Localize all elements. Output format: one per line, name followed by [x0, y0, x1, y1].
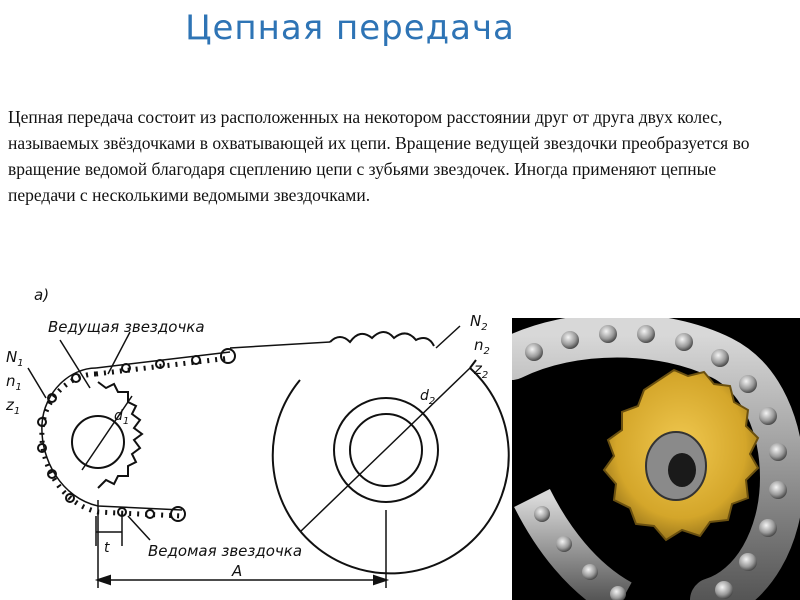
- driving-sprocket-teeth: [98, 382, 142, 488]
- driven-sprocket-teeth: [330, 332, 434, 346]
- chain-end-link: [221, 349, 235, 363]
- label-d1: $d_1$: [114, 408, 130, 427]
- label-z1: $z_1$: [6, 396, 21, 417]
- d2-dimension-line: [300, 368, 470, 532]
- driving-sprocket-label: Ведущая звездочка: [48, 318, 205, 336]
- label-n1: $n_1$: [6, 372, 22, 393]
- label-N1: $N_1$: [6, 348, 24, 369]
- label-d2: $d_2$: [420, 388, 436, 407]
- d1-dimension-line: [82, 396, 132, 470]
- label-z2: $z_2$: [474, 360, 489, 381]
- chain-drive-diagram: [0, 270, 512, 600]
- chain-lower-left: [42, 374, 182, 516]
- sprocket-photo: [512, 318, 800, 600]
- sprocket-bore: [668, 453, 696, 487]
- label-pitch: t: [104, 540, 110, 556]
- panel-label: а): [34, 286, 50, 304]
- label-N2: $N_2$: [470, 312, 488, 333]
- slide-title: Цепная передача: [185, 8, 515, 48]
- driven-sprocket-label: Ведомая звездочка: [148, 542, 303, 560]
- slide-body-text: Цепная передача состоит из расположенных на некотором расстоянии друг от друга двух колес, называемых звёздочками в охватывающей их цепи. Вращение ведущей звездочки преобразуется во вращение ведомой благодаря сцеплению цепи с зубьями звездочек. Иногда применяют цепные передачи с несколькими ведомыми звездочками.: [8, 107, 750, 205]
- label-n2: $n_2$: [474, 336, 490, 357]
- label-distance: A: [232, 562, 243, 580]
- chain-top-line: [230, 342, 330, 348]
